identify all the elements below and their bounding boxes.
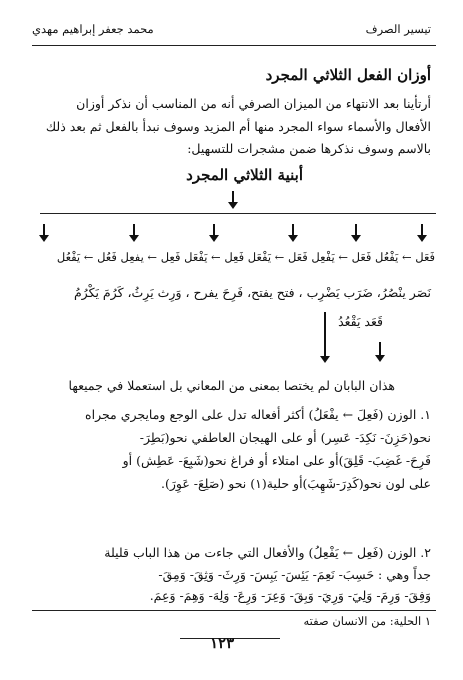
item1-line-4: على لون نحو(كَدِرَ-شَهِبَ)أو حلية(١) نحو (صَلِعَ- عَوِرَ).: [161, 476, 431, 491]
item1-line-3: فَرِحَ- غَضِبَ- قَلِقَ)أو على امتلاء أو فراغ نحو(شَبِعَ- عَطِش) أو: [122, 453, 431, 468]
tree-bar: [40, 213, 436, 214]
section-title: أوزان الفعل الثلاثي المجرد: [265, 66, 431, 84]
verb-forms-line: فَعَل ← يَفْعُل فَعَل ← يَفْعِل فَعَل ← يَفْعَل فَعِل ← يَفْعَل فَعِل ← يفعِل فَعُل ← يَفْعُل: [56, 250, 435, 264]
item1-line-2: نحو(حَزِنَ- نَكِدَ- عَسِر) أو على الهيجان العاطفي نحو(بَطِرَ-: [139, 430, 431, 445]
intro-line-1: أرتأينا بعد الانتهاء من الميزان الصرفي أنه من المناسب أن نذكر أوزان: [76, 96, 431, 111]
examples-line: نَصَر ينْصُرُ، ضَرَب يَضْرِب ، فتح يفتح، فَرِحَ يفرح ، وَرِث يَرِثُ، كَرُمَ يَكْرُمُ: [73, 285, 431, 300]
page-number: ١٢٣: [210, 634, 235, 652]
item1-line-1: ١. الوزن (فَعِلَ ← يفْعَلُ) أكثر أفعاله تدل على الوجع ومايجري مجراه: [85, 407, 431, 422]
footnote-rule: [32, 610, 436, 611]
header-rule: [32, 45, 436, 46]
intro-line-2: الأفعال والأسماء سواء المجرد منها أم المزيد وسوف نبدأ بالفعل ثم بعد ذلك: [45, 119, 431, 134]
header-author: محمد جعفر إبراهيم مهدي: [32, 22, 154, 36]
footnote-text: ١ الحلية: من الانسان صفته: [303, 614, 431, 628]
item2-line-3: وَفِقَ- وَرِمَ- وَلِيَ- وَرِيَ- وَبِقَ- وَعِرَ- وَرِعَ- وَلِهَ- وَهِمَ- وَعِمَ.: [149, 588, 431, 603]
item2-line-1: ٢. الوزن (فَعِل ← يَفْعِلُ) والأفعال التي جاءت من هذا الباب قليلة: [104, 545, 431, 560]
examples-line-2: قَعَد يَقْعُدُ: [338, 314, 383, 329]
intro-line-3: بالاسم وسوف نذكرها ضمن مشجرات للتسهيل:: [187, 141, 431, 156]
note-text: هذان البابان لم يختصا بمعنى من المعاني بل استعملا في جميعها: [68, 378, 395, 393]
tree-heading: أبنية الثلاثي المجرد: [186, 166, 303, 184]
header-book-title: تيسير الصرف: [365, 22, 431, 36]
item2-line-2: جداً وهي : حَسِبَ- نَعِمَ- يَئِسَ- يَبِسَ- وَرِثَ- وَثِقَ- وَمِقَ-: [158, 567, 431, 582]
